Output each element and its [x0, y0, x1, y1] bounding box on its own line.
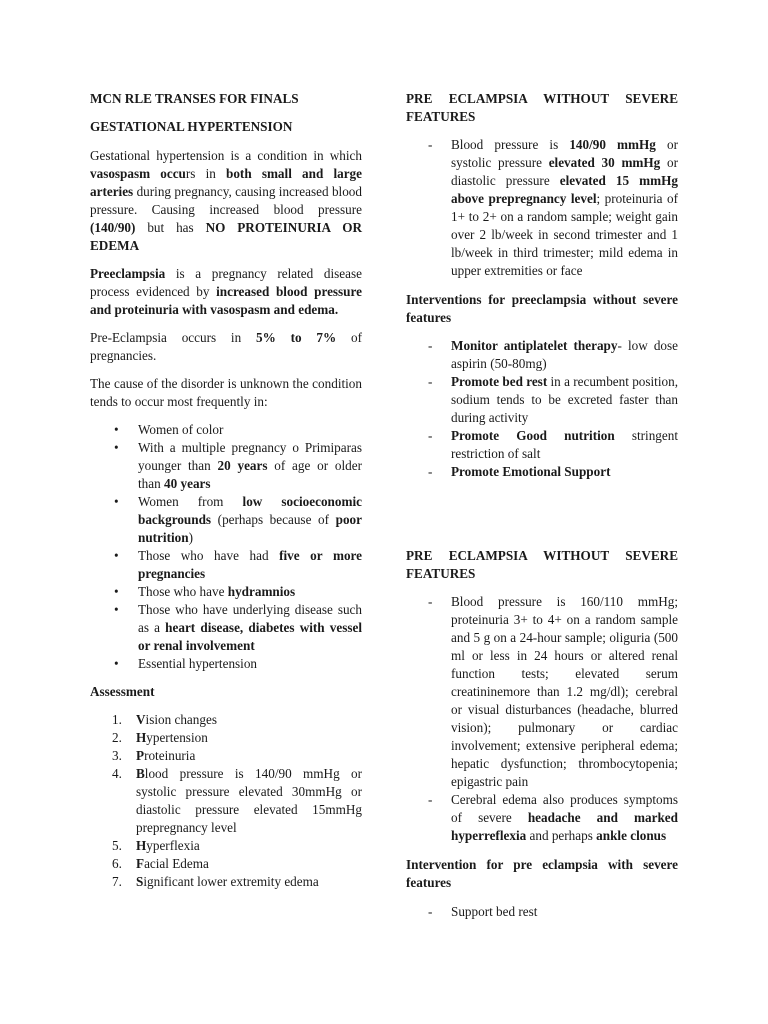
interventions-severe-list — [406, 903, 678, 921]
dash-marker: - — [428, 792, 433, 807]
text-run: Women from — [138, 494, 243, 509]
text-run: Support bed rest — [451, 904, 538, 919]
assessment-item — [90, 765, 362, 837]
risk-factor-item — [90, 655, 362, 673]
interventions-severe-heading: Intervention for pre eclampsia with severe features — [406, 857, 678, 890]
text-run: Essential hypertension — [138, 656, 258, 671]
criteria-list-mild — [406, 136, 678, 280]
bullet-marker: • — [114, 422, 119, 437]
assessment-text: ypertension — [146, 730, 208, 745]
bold-text-run: increased blood pressure and proteinuria with vasospasm and edema. — [90, 284, 362, 317]
text-run: With a multiple pregnancy o Primiparas younger than — [138, 440, 362, 473]
assessment-item — [90, 747, 362, 765]
assessment-item — [90, 729, 362, 747]
intervention-item — [406, 903, 678, 921]
preeclampsia-paragraph — [90, 265, 362, 319]
text-run: Women of color — [138, 422, 224, 437]
assessment-item — [90, 837, 362, 855]
item-number: 7. — [112, 874, 122, 889]
bold-text-run: Promote bed rest — [451, 374, 548, 389]
bold-text-run: 20 years — [217, 458, 268, 473]
bold-text-run: vasospasm occu — [90, 166, 186, 181]
assessment-text: roteinuria — [144, 748, 196, 763]
bold-text-run: heart disease, diabetes with vessel or renal involvement — [138, 620, 363, 653]
text-run: Gestational hypertension is a condition in which — [90, 148, 362, 163]
bold-text-run: Monitor antiplatelet therapy — [451, 338, 618, 353]
risk-factor-item — [90, 439, 362, 493]
bold-text-run: Preeclampsia — [90, 266, 166, 281]
text-run: Blood pressure is 160/110 mmHg; proteinuria 3+ to 4+ on a random sample and 5 g on a 24-hour sample; oliguria (500 ml or less in 24 hours or altered renal function tests; elevated serum creatininemore than 1.2 mg/dl); cerebral or visual disturbances (headache, blurred vision); pulmonary or cardiac involvement; extensive peripheral edema; hepatic dysfunction; thrombocytopenia; epigastric pain — [451, 594, 678, 789]
criteria-item — [406, 136, 678, 280]
bullet-marker: • — [114, 656, 119, 671]
item-number: 3. — [112, 748, 122, 763]
occurrence-paragraph — [90, 329, 362, 365]
mnemonic-letter: H — [136, 838, 147, 853]
bold-text-run: Promote Good nutrition — [451, 428, 615, 443]
text-run: - low dose aspirin (50-80mg) — [451, 338, 678, 371]
text-run: (perhaps because of — [211, 512, 336, 527]
text-run: Pre-Eclampsia occurs in — [90, 330, 257, 345]
text-run: stringent restriction of salt — [451, 428, 678, 461]
text-run: or systolic pressure — [451, 137, 678, 170]
assessment-heading: Assessment — [90, 684, 155, 699]
mnemonic-letter: F — [136, 856, 145, 871]
criteria-item — [406, 593, 678, 791]
bold-text-run: NO PROTEINURIA OR EDEMA — [90, 220, 362, 253]
right-column — [406, 90, 678, 921]
text-run: ; proteinuria of 1+ to 2+ on a random sample; weight gain over 2 lb/week in second trimester and 1 lb/week in third trimester; mild edema in upper extremities or face — [451, 191, 678, 278]
text-run: of pregnancies. — [90, 330, 362, 363]
intervention-item — [406, 337, 678, 373]
bold-text-run: both small and large arteries — [90, 166, 362, 199]
interventions-mild-list — [406, 337, 678, 481]
text-run: Those who have — [138, 584, 228, 599]
item-number: 4. — [112, 766, 122, 781]
assessment-list — [90, 711, 362, 891]
intervention-item — [406, 373, 678, 427]
item-number: 5. — [112, 838, 122, 853]
document-title: MCN RLE TRANSES FOR FINALS — [90, 91, 299, 106]
mnemonic-letter: H — [136, 730, 147, 745]
bullet-marker: • — [114, 440, 119, 455]
bullet-marker: • — [114, 548, 119, 563]
mnemonic-letter: B — [136, 766, 145, 781]
intervention-item — [406, 427, 678, 463]
preeclampsia-severe-heading: PRE ECLAMPSIA WITHOUT SEVERE FEATURES — [406, 548, 678, 581]
dash-marker: - — [428, 464, 433, 479]
bold-text-run: 140/90 mmHg — [569, 137, 656, 152]
mnemonic-letter: P — [136, 748, 145, 763]
risk-factor-item — [90, 583, 362, 601]
risk-factor-item — [90, 601, 362, 655]
item-number: 1. — [112, 712, 122, 727]
text-run: during pregnancy, causing increased blood pressure. Causing increased blood pressure — [90, 184, 362, 217]
text-run: Blood pressure is — [451, 137, 570, 152]
assessment-item — [90, 711, 362, 729]
bold-text-run: headache and marked hyperreflexia — [451, 810, 678, 843]
gestational-hypertension-heading: GESTATIONAL HYPERTENSION — [90, 119, 293, 134]
assessment-item — [90, 873, 362, 891]
text-run: is a pregnancy related disease process evidenced by — [90, 266, 362, 299]
criteria-item — [406, 791, 678, 845]
bold-text-run: five or more pregnancies — [138, 548, 363, 581]
bullet-marker: • — [114, 494, 119, 509]
text-run: or diastolic pressure — [451, 155, 678, 188]
bold-text-run: elevated 30 mmHg — [548, 155, 661, 170]
text-run: Cerebral edema also produces symptoms of severe — [451, 792, 678, 825]
dash-marker: - — [428, 594, 433, 609]
risk-factor-item — [90, 493, 362, 547]
preeclampsia-without-severe-heading: PRE ECLAMPSIA WITHOUT SEVERE FEATURES — [406, 91, 678, 124]
interventions-mild-heading: Interventions for preeclampsia without severe features — [406, 292, 678, 325]
assessment-text: yperflexia — [146, 838, 200, 853]
left-column — [90, 90, 362, 891]
dash-marker: - — [428, 904, 433, 919]
risk-factor-item — [90, 547, 362, 583]
assessment-text: ignificant lower extremity edema — [143, 874, 319, 889]
bullet-marker: • — [114, 584, 119, 599]
gestational-hypertension-paragraph — [90, 147, 362, 255]
text-run: and perhaps — [526, 828, 597, 843]
bold-text-run: 40 years — [164, 476, 211, 491]
item-number: 2. — [112, 730, 122, 745]
risk-factor-item — [90, 421, 362, 439]
bold-text-run: elevated 15 mmHg above prepregnancy level — [451, 173, 678, 206]
criteria-list-severe — [406, 593, 678, 845]
text-run: but has — [135, 220, 206, 235]
bold-text-run: poor nutrition — [138, 512, 362, 545]
text-run: rs in — [185, 166, 226, 181]
item-number: 6. — [112, 856, 122, 871]
text-run: ) — [188, 530, 193, 545]
dash-marker: - — [428, 374, 433, 389]
text-run: of age or older than — [138, 458, 363, 491]
assessment-text: ision changes — [145, 712, 217, 727]
bold-text-run: 5% to 7% — [256, 330, 337, 345]
bold-text-run: (140/90) — [90, 220, 136, 235]
assessment-text: acial Edema — [144, 856, 209, 871]
bold-text-run: low socioeconomic backgrounds — [138, 494, 362, 527]
mnemonic-letter: S — [136, 874, 144, 889]
mnemonic-letter: V — [136, 712, 146, 727]
bold-text-run: hydramnios — [227, 584, 296, 599]
risk-factor-list — [90, 421, 362, 673]
text-run: Those who have underlying disease such as a — [138, 602, 362, 635]
dash-marker: - — [428, 428, 433, 443]
bold-text-run: Promote Emotional Support — [451, 464, 611, 479]
bullet-marker: • — [114, 602, 119, 617]
intervention-item — [406, 463, 678, 481]
assessment-item — [90, 855, 362, 873]
cause-paragraph: The cause of the disorder is unknown the condition tends to occur most frequently in: — [90, 376, 362, 409]
dash-marker: - — [428, 338, 433, 353]
assessment-text: lood pressure is 140/90 mmHg or systolic pressure elevated 30mmHg or diastolic pressure elevated 15mmHg prepregnancy level — [136, 766, 362, 835]
text-run: in a recumbent position, sodium tends to be excreted faster than during activity — [451, 374, 678, 425]
text-run: Those who have had — [138, 548, 280, 563]
bold-text-run: ankle clonus — [596, 828, 667, 843]
dash-marker: - — [428, 137, 433, 152]
